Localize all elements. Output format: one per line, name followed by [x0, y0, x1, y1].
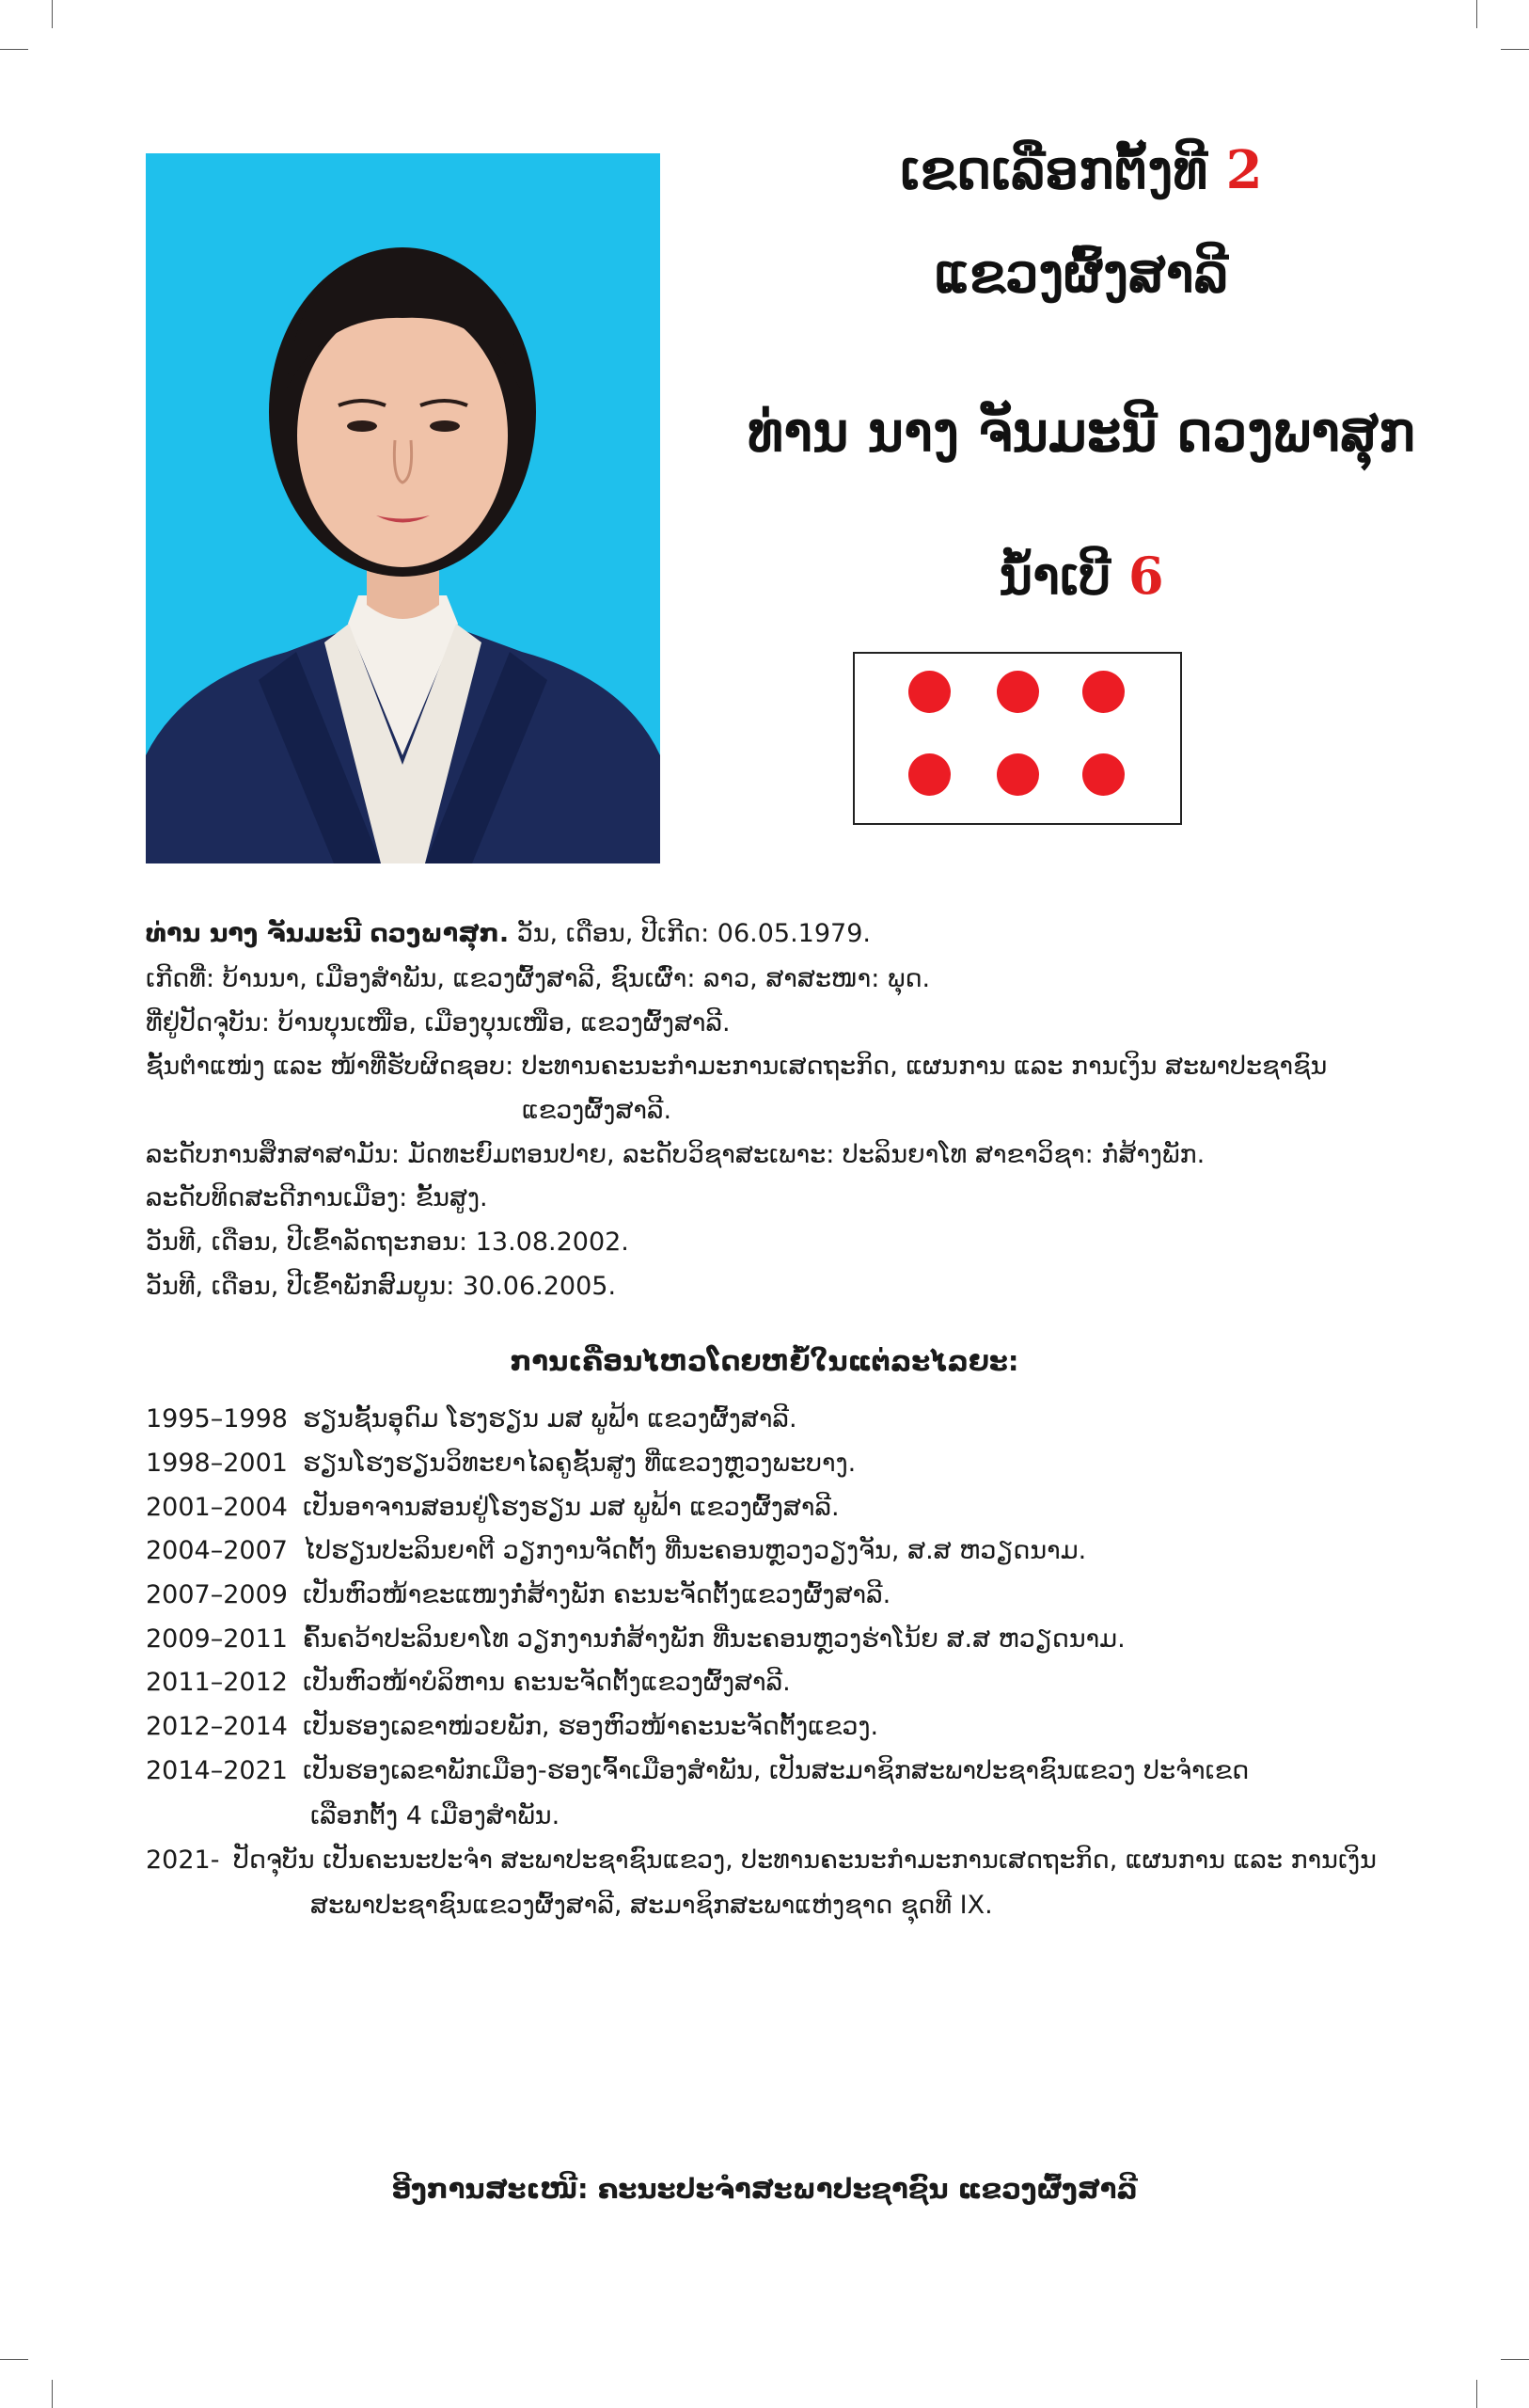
district-heading	[677, 139, 1486, 201]
history-text: ເປັນຮອງເລຂາພັກເມືອງ-ຮອງເຈົ້າເມືອງສຳພັນ, ເປັນສະມາຊິກສະພາປະຊາຊົນແຂວງ ປະຈຳເຂດ	[303, 1756, 1250, 1785]
ballot-dot	[908, 753, 951, 796]
history-item-cont: ສະພາປະຊາຊົນແຂວງຜົ້ງສາລີ, ສະມາຊິກສະພາແຫ່ງຊາດ ຊຸດທີ IX.	[310, 1891, 993, 1920]
crop-mark	[52, 0, 53, 28]
crop-mark	[1501, 2359, 1529, 2360]
bio-name-line	[146, 919, 1462, 949]
history-text: ເປັນຮອງເລຂາໜ່ວຍພັກ, ຮອງຫົວໜ້າຄະນະຈັດຕັ້ງແຂວງ.	[303, 1712, 879, 1741]
history-item	[146, 1668, 791, 1697]
portrait-illustration	[146, 153, 660, 863]
history-item	[146, 1493, 840, 1522]
history-item	[146, 1846, 1377, 1875]
history-text: ເປັນອາຈານສອນຢູ່ໂຮງຮຽນ ມສ ພູຟ້າ ແຂວງຜົ້ງສາລີ.	[303, 1493, 840, 1522]
history-years: 1995–1998	[146, 1404, 288, 1434]
crop-mark	[1476, 2380, 1477, 2408]
history-text: ຮຽນໂຮງຮຽນວິທະຍາໄລຄູຊັ້ນສູງ ທີ່ແຂວງຫຼວງພະບາງ.	[303, 1449, 857, 1478]
district-number: 2	[1225, 139, 1263, 201]
history-years: 2012–2014	[146, 1712, 288, 1741]
history-text: ເປັນຫົວໜ້າຂະແໜງກໍ່ສ້າງພັກ ຄະນະຈັດຕັ້ງແຂວງຜົ້ງສາລີ.	[303, 1580, 891, 1609]
bio-position-cont: ແຂວງຜົ້ງສາລີ.	[522, 1096, 672, 1125]
history-years: 2021-	[146, 1846, 220, 1875]
history-years: 2007–2009	[146, 1580, 288, 1609]
bio-name: ທ່ານ ນາງ ຈັນມະນີ ດວງພາສຸກ.	[146, 919, 510, 948]
district-label: ເຂດເລືອກຕັ້ງທີ	[900, 139, 1208, 201]
ballot-dot	[997, 753, 1039, 796]
bio-residence: ທີ່ຢູ່ປັດຈຸບັນ: ບ້ານບຸນເໜືອ, ເມືອງບຸນເໜືອ, ແຂວງຜົ້ງສາລີ.	[146, 1008, 731, 1038]
bio-birthdate: ວັນ, ເດືອນ, ປີເກີດ: 06.05.1979.	[509, 919, 871, 948]
crop-mark	[1501, 49, 1529, 50]
history-text: ໄປຮຽນປະລິນຍາຕີ ວຽກງານຈັດຕັ້ງ ທີ່ນະຄອນຫຼວງວຽງຈັນ, ສ.ສ ຫວຽດນາມ.	[303, 1536, 1087, 1565]
history-years: 1998–2001	[146, 1449, 288, 1478]
number-value: 6	[1127, 546, 1164, 606]
history-item	[146, 1404, 797, 1434]
crop-mark	[1476, 0, 1477, 28]
bio-birthplace: ເກີດທີ່: ບ້ານນາ, ເມືອງສຳພັນ, ແຂວງຜົ້ງສາລີ, ຊົນເຜົ່າ: ລາວ, ສາສະໜາ: ພຸດ.	[146, 964, 931, 993]
history-years: 2011–2012	[146, 1668, 288, 1697]
crop-mark	[0, 2359, 28, 2360]
bio-state-join: ວັນທີ, ເດືອນ, ປີເຂົ້າລັດຖະກອນ: 13.08.2002.	[146, 1228, 629, 1257]
history-item	[146, 1449, 856, 1478]
candidate-photo	[146, 153, 660, 863]
candidate-name-heading: ທ່ານ ນາງ ຈັນມະນີ ດວງພາສຸກ	[748, 400, 1415, 464]
history-years: 2009–2011	[146, 1624, 288, 1654]
history-text: ເປັນຫົວໜ້າບໍລິຫານ ຄະນະຈັດຕັ້ງແຂວງຜົ້ງສາລີ.	[303, 1668, 791, 1697]
bio-political: ລະດັບທິດສະດີການເມືອງ: ຂັ້ນສູງ.	[146, 1183, 488, 1212]
history-text: ຄົ້ນຄວ້າປະລິນຍາໂທ ວຽກງານກໍ່ສ້າງພັກ ທີ່ນະຄອນຫຼວງຮ່າໂນ້ຍ ສ.ສ ຫວຽດນາມ.	[303, 1624, 1126, 1654]
history-years: 2004–2007	[146, 1536, 288, 1565]
history-item	[146, 1536, 1086, 1565]
history-item	[146, 1580, 891, 1609]
history-item	[146, 1624, 1126, 1654]
history-years: 2014–2021	[146, 1756, 288, 1785]
bio-position: ຊັ້ນຕຳແໜ່ງ ແລະ ໜ້າທີ່ຮັບຜິດຊອບ: ປະທານຄະນະກຳມະການເສດຖະກິດ, ແຜນການ ແລະ ການເງິນ ສະພາປະຊາຊົນ	[146, 1052, 1328, 1081]
history-years: 2001–2004	[146, 1493, 288, 1522]
ballot-dot	[997, 671, 1039, 713]
ballot-number-heading	[677, 546, 1486, 606]
history-title: ການເຄື່ອນໄຫວໂດຍຫຍໍ້ໃນແຕ່ລະໄລຍະ:	[510, 1345, 1019, 1377]
number-label: ນໍ້າເບີ	[999, 546, 1111, 606]
history-text: ຮຽນຊັ້ນອຸດົມ ໂຮງຮຽນ ມສ ພູຟ້າ ແຂວງຜົ້ງສາລີ.	[303, 1404, 797, 1434]
crop-mark	[0, 49, 28, 50]
ballot-dot	[1082, 671, 1125, 713]
province-heading: ແຂວງຜົ້ງສາລີ	[934, 243, 1229, 305]
bio-party-join: ວັນທີ, ເດືອນ, ປີເຂົ້າພັກສົມບູນ: 30.06.2005.	[146, 1272, 617, 1301]
history-item	[146, 1756, 1249, 1785]
ballot-dot	[1082, 753, 1125, 796]
crop-mark	[52, 2380, 53, 2408]
footer-note: ອີງການສະເໜີ: ຄະນະປະຈຳສະພາປະຊາຊົນ ແຂວງຜົ້ງສາລີ	[391, 2173, 1138, 2205]
bio-education: ລະດັບການສຶກສາສາມັນ: ມັດທະຍົມຕອນປາຍ, ລະດັບວິຊາສະເພາະ: ປະລິນຍາໂທ ສາຂາວິຊາ: ກໍ່ສ້າງພັກ.	[146, 1140, 1206, 1169]
history-item	[146, 1712, 878, 1741]
ballot-dot	[908, 671, 951, 713]
ballot-symbol-box	[853, 652, 1182, 825]
history-item-cont: ເລືອກຕັ້ງ 4 ເມືອງສຳພັນ.	[310, 1801, 560, 1830]
history-text: ປັດຈຸບັນ ເປັນຄະນະປະຈຳ ສະພາປະຊາຊົນແຂວງ, ປະທານຄະນະກຳມະການເສດຖະກິດ, ແຜນການ ແລະ ການເງິນ	[233, 1846, 1377, 1875]
